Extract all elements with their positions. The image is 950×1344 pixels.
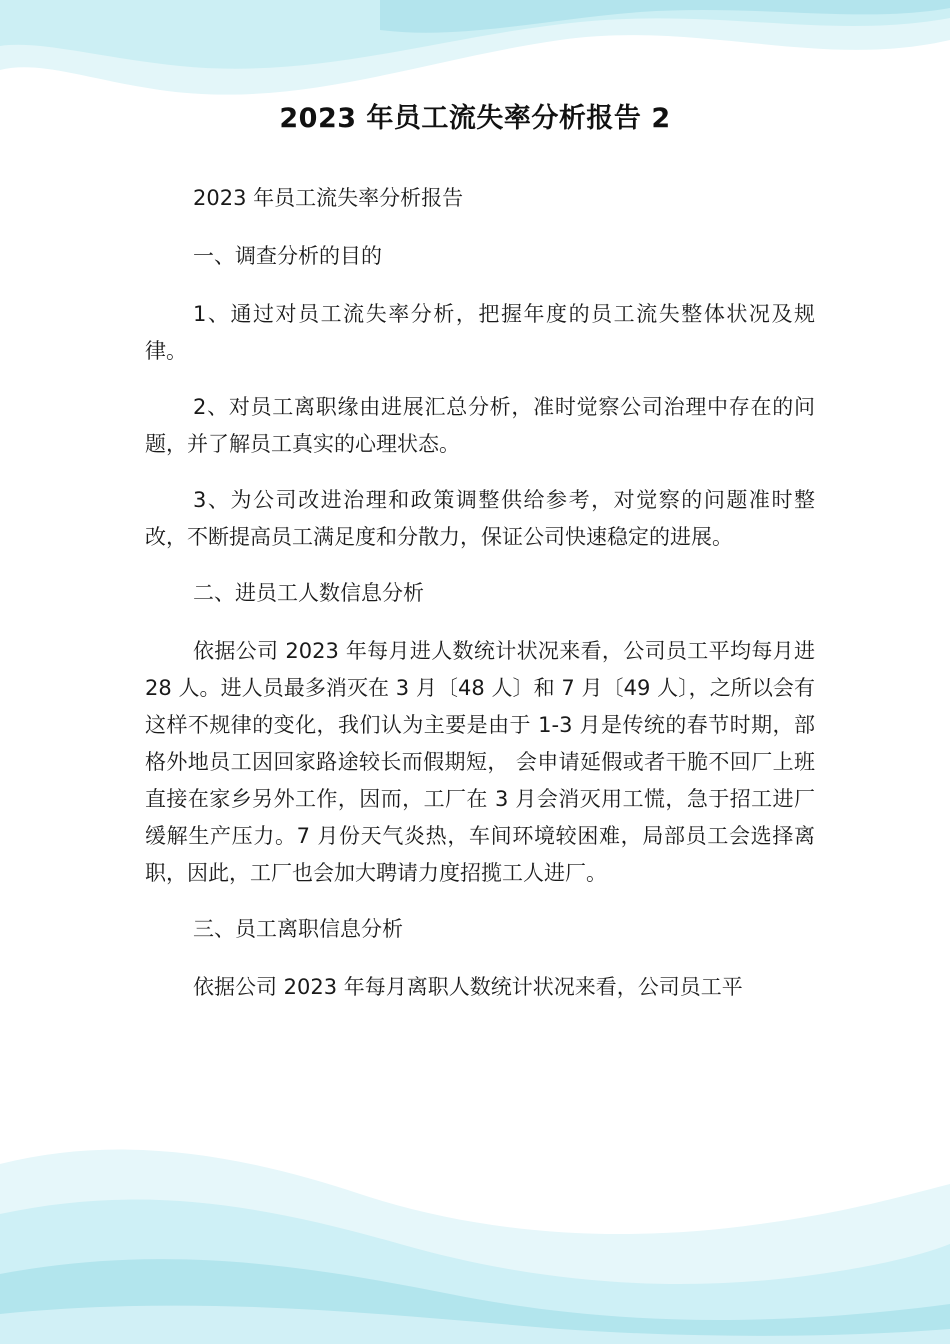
section-heading-resignation: 三、员工离职信息分析: [193, 917, 403, 941]
paragraph-purpose-3: 3、为公司改进治理和政策调整供给参考，对觉察的问题准时整改，不断提高员工满足度和分散力，保证公司快速稳定的进展。: [145, 488, 815, 549]
page-title: 2023 年员工流失率分析报告 2: [279, 103, 671, 134]
paragraph-hiring-analysis: 依据公司 2023 年每月进人数统计状况来看，公司员工平均每月进 28 人。进人员最多消灭在 3 月〔48 人〕和 7 月〔49 人〕，之所以会有这样不规律的变化，我们认为主要是由于 1-3 月是传统的春节时期，部格外地员工因回家路途较长而假期短， 会申请延假或者干脆不回厂上班直接在家乡另外工作，因而，工厂在 3 月会消灭用工慌，急于招工进厂缓解生产压力。7 月份天气炎热，车间环境较困难，局部员工会选择离职，因此，工厂也会加大聘请力度招揽工人进厂。: [145, 639, 815, 885]
paragraph-purpose-2: 2、对员工离职缘由进展汇总分析，准时觉察公司治理中存在的问题，并了解员工真实的心理状态。: [145, 395, 815, 456]
bottom-wave-decoration: [0, 1124, 950, 1344]
section-heading-hiring: 二、进员工人数信息分析: [193, 581, 424, 605]
document-body: [145, 180, 815, 1025]
paragraph-report-name: 2023 年员工流失率分析报告: [193, 186, 464, 210]
section-heading-purpose: 一、调查分析的目的: [193, 244, 382, 268]
paragraph-resignation-analysis: 依据公司 2023 年每月离职人数统计状况来看，公司员工平: [193, 975, 743, 999]
paragraph-purpose-1: 1、通过对员工流失率分析，把握年度的员工流失整体状况及规律。: [145, 302, 815, 363]
